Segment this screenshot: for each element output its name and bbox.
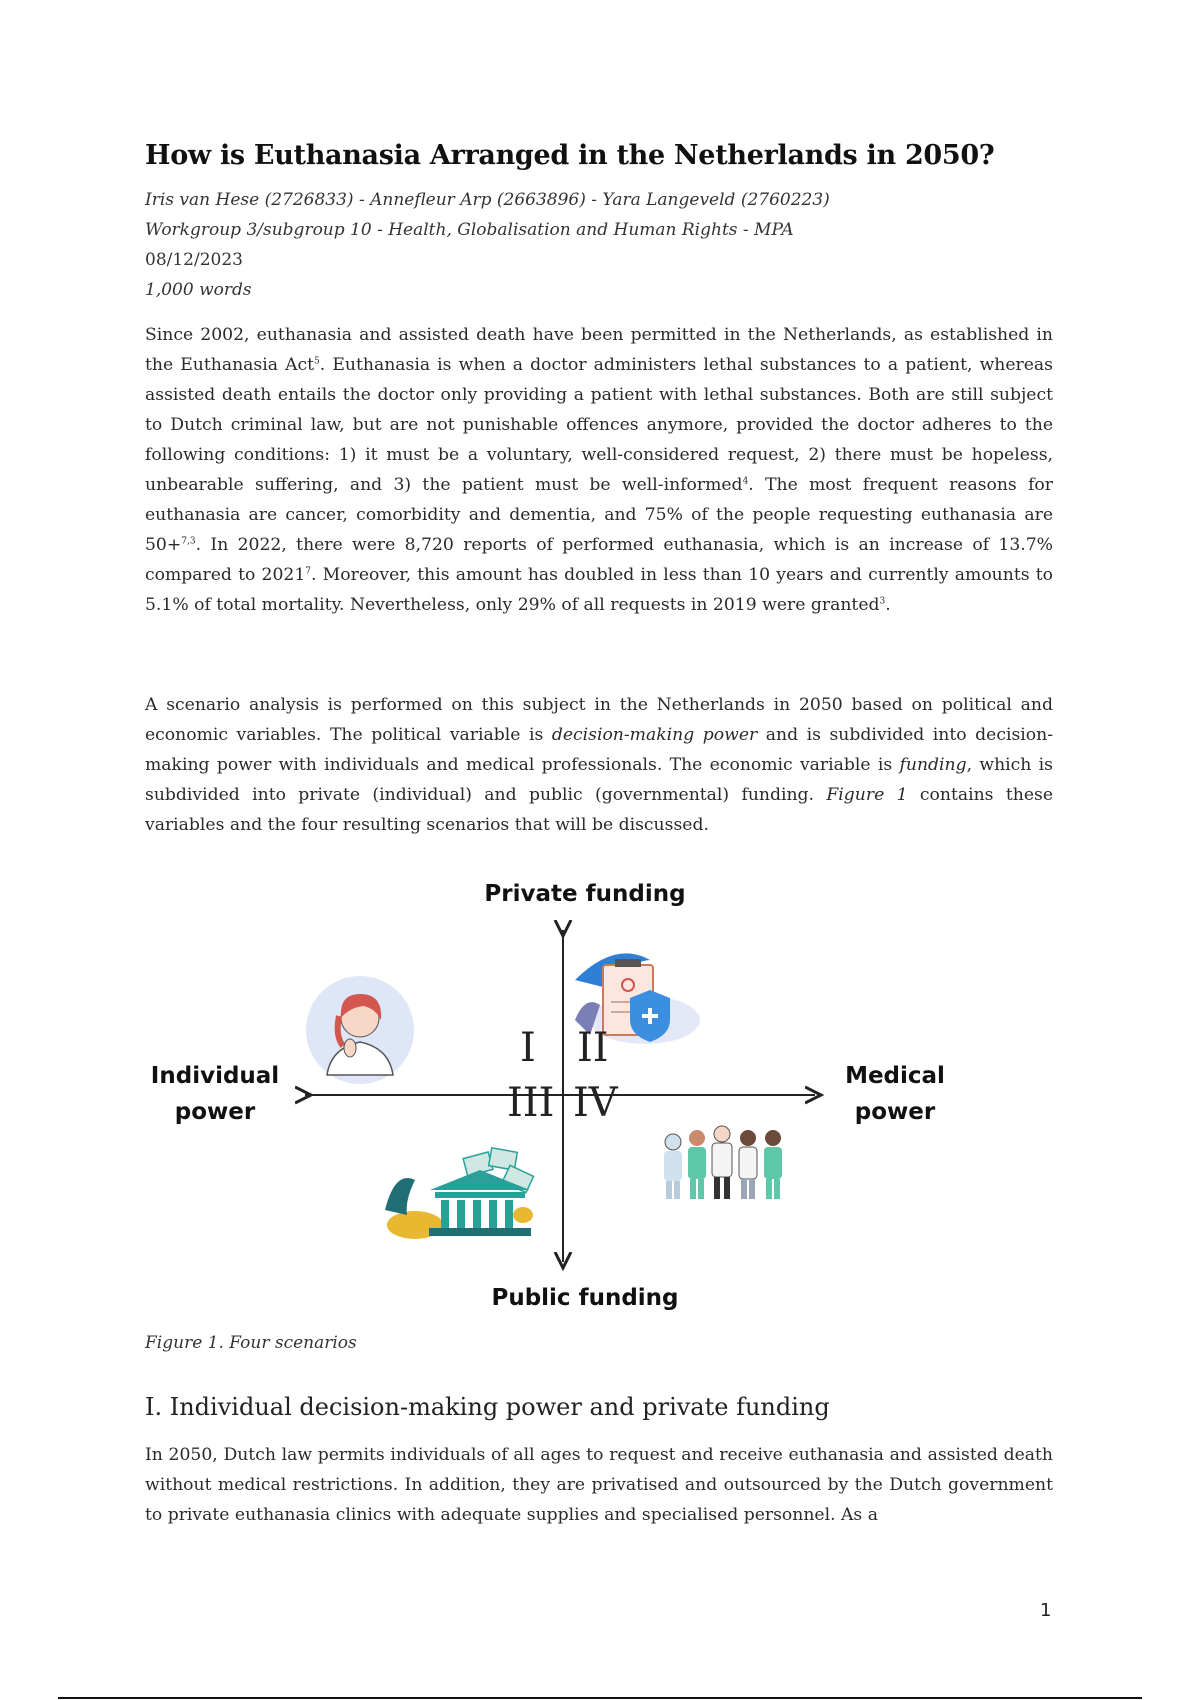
page-number: 1 xyxy=(1040,1600,1052,1621)
page-title: How is Euthanasia Arranged in the Netherlands in 2050? xyxy=(145,140,995,171)
axis-label-public-funding: Public funding xyxy=(491,1285,679,1311)
workgroup-info: Workgroup 3/subgroup 10 - Health, Globalisation and Human Rights - MPA xyxy=(145,220,794,240)
section-1-paragraph: In 2050, Dutch law permits individuals of all ages to request and receive euthanasia and assisted death without medical restrictions. In addition, they are privatised and outsourced by the Dutch government to private euthanasia clinics with adequate supplies and specialised personnel. As a xyxy=(145,1445,1053,1525)
axis-label-private-funding: Private funding xyxy=(484,881,686,907)
scenario-diagram xyxy=(145,870,965,1330)
citation: 5 xyxy=(314,356,320,367)
section-heading: I. Individual decision-making power and private funding xyxy=(145,1393,830,1421)
quadrant-label-3: III xyxy=(507,1080,555,1126)
word-count: 1,000 words xyxy=(145,280,252,300)
quadrant-label-1: I xyxy=(520,1025,536,1071)
intro-paragraph-2: A scenario analysis is performed on this subject in the Netherlands in 2050 based on political and economic variables. The political variable is decision-making power and is subdivided into decision-making power with individuals and medical professionals. The economic variable is funding, which is subdivided into private (individual) and public (governmental) funding. Figure 1 contains these variables and the four resulting scenarios that will be discussed. xyxy=(145,695,1054,835)
citation: 7,3 xyxy=(181,536,196,547)
axis-label-medical-power: Medical power xyxy=(845,1063,945,1125)
quadrant-label-2: II xyxy=(577,1025,609,1071)
government-funding-icon xyxy=(385,1148,534,1239)
intro-paragraph-1: Since 2002, euthanasia and assisted death have been permitted in the Netherlands, as established in the Euthanasia Act$^5$. Euthanasia is when a doctor administers lethal substances to a patient, whereas assisted death entails the doctor only providing a patient with lethal substances. Both are still subject to Dutch criminal law, but are not punishable offences anymore, provided the doctor adheres to the following conditions: 1) it must be a voluntary, well-considered request, 2) there must be hopeless, unbearable suffering, and 3) the patient must be well-informed$^4$. The most frequent reasons for euthanasia are cancer, comorbidity and dementia, and 75% of the people requesting euthanasia are 50+$^{7,3}$. In 2022, there were 8,720 reports of performed euthanasia, which is an increase of 13.7% compared to 2021$^7$. Moreover, this amount has doubled in less than 10 years and currently amounts to 5.1% of total mortality. Nevertheless, only 29% of all requests in 2019 were granted$^3$. xyxy=(145,325,1053,615)
medical-team-icon xyxy=(664,1126,782,1199)
citation: 3 xyxy=(879,596,886,607)
quadrant-label-4: IV xyxy=(573,1080,618,1126)
citation: 4 xyxy=(742,476,749,487)
citation: 7 xyxy=(305,566,312,577)
thinking-woman-icon xyxy=(306,976,414,1084)
author-list: Iris van Hese (2726833) - Annefleur Arp (2663896) - Yara Langeveld (2760223) xyxy=(145,190,830,210)
axis-label-individual-power: Individual power xyxy=(150,1063,280,1125)
document-date: 08/12/2023 xyxy=(145,250,243,270)
page-divider xyxy=(58,1697,1142,1699)
quadrant-axes xyxy=(145,870,965,1330)
figure-caption: Figure 1. Four scenarios xyxy=(145,1333,357,1353)
